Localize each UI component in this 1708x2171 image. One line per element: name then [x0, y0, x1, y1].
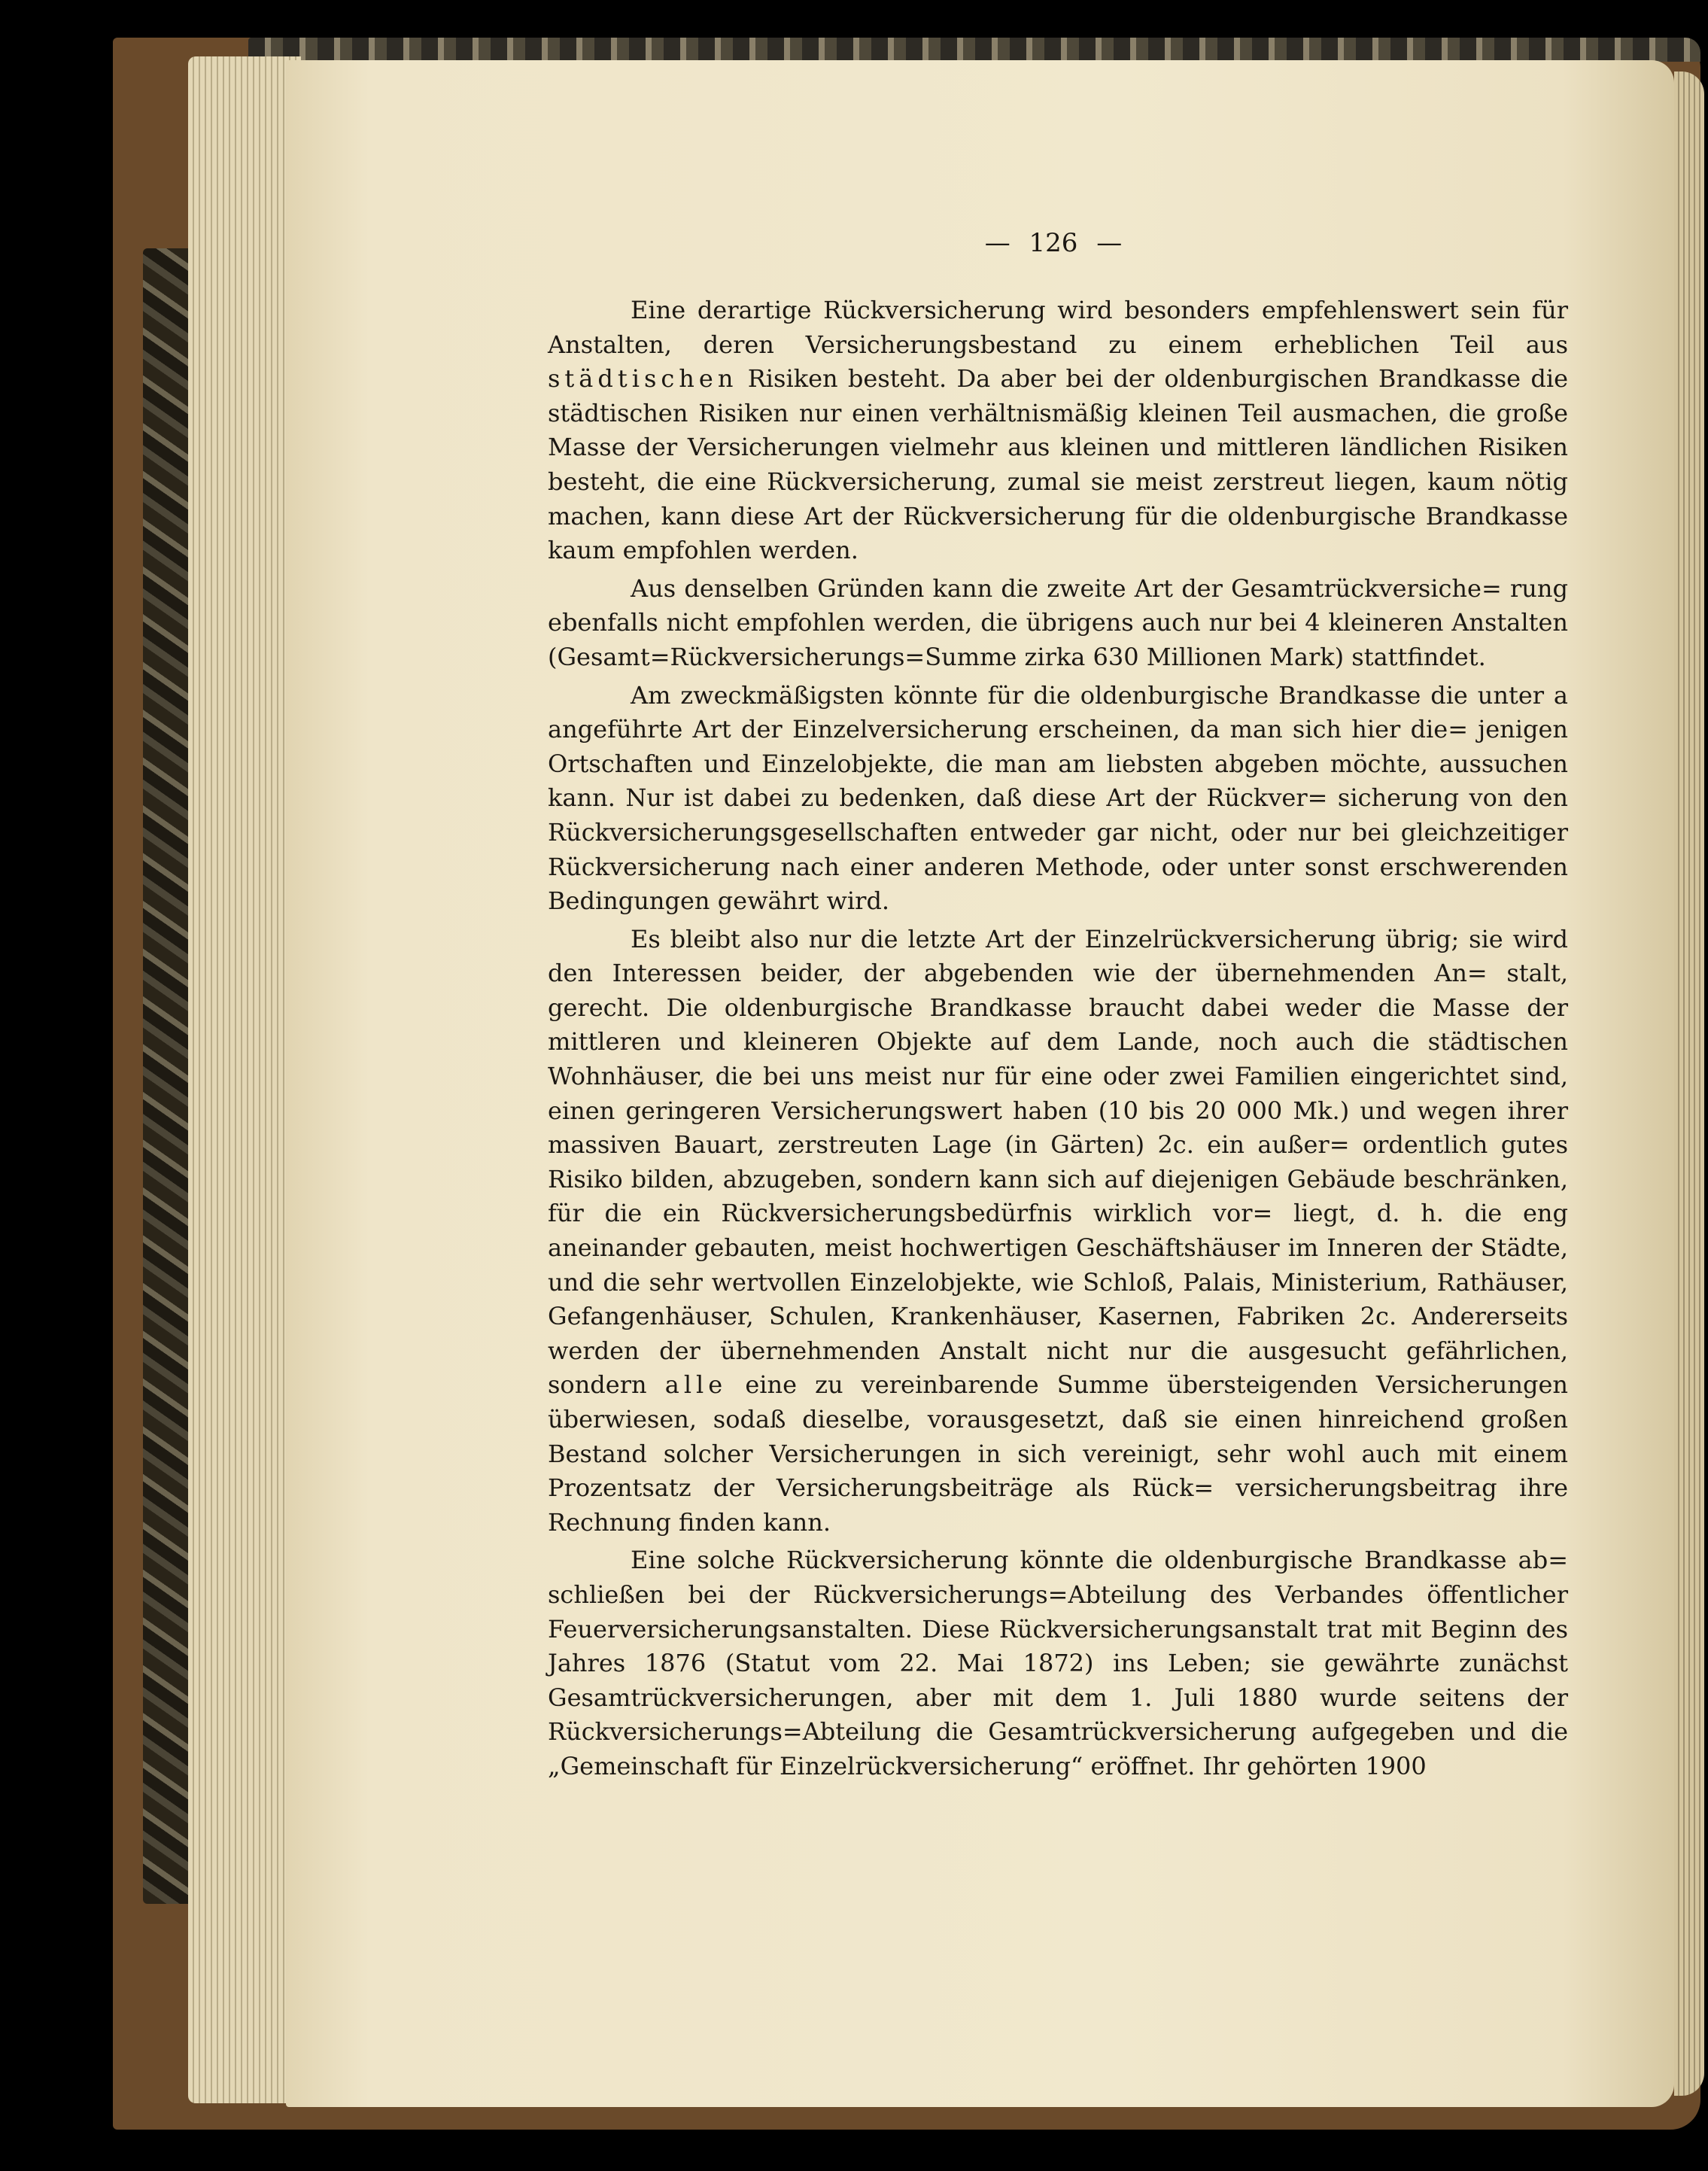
- paragraph-1-part-1: Eine derartige Rückversicherung wird besonders empfehlenswert sein für Anstalten, deren Versicherungsbestand zu einem erheblichen Teil aus: [548, 296, 1568, 359]
- paragraph-1-part-2: Risiken besteht. Da aber bei der oldenburgischen Brandkasse die städtischen Risiken nur einen verhältnismäßig kleinen Teil ausmachen, die große Masse der Versicherungen vielmehr aus kleinen und mittleren ländlichen Risiken besteht, die eine Rückversicherung, zumal sie meist zerstreut liegen, kaum nötig machen, kann diese Art der Rückversicherung für die oldenburgische Brandkasse kaum empfohlen werden.: [548, 364, 1568, 565]
- page-number: — 126 —: [984, 228, 1123, 258]
- paragraph-1-spaced-word: städtischen: [548, 364, 738, 394]
- paragraph-4-part-2: eine zu vereinbarende Summe übersteigenden Versicherungen überwiesen, sodaß dieselbe, vorausgesetzt, daß sie einen hinreichend großen Bestand solcher Versicherungen in sich vereinigt, sehr wohl auch mit einem Prozentsatz der Versicherungsbeiträge als Rück= versicherungsbeitrag ihre Rechnung finden kann.: [548, 1370, 1569, 1537]
- left-page-edges: [188, 56, 301, 2103]
- page-text-block: [548, 226, 1568, 1784]
- paragraph-5: Eine solche Rückversicherung könnte die oldenburgische Brandkasse ab= schließen bei der Rückversicherungs=Abteilung des Verbandes öffentlicher Feuerversicherungsanstalten. Diese Rückversicherungsanstalt trat mit Beginn des Jahres 1876 (Statut vom 22. Mai 1872) ins Leben; sie gewährte zunächst Gesamtrückversicherungen, aber mit dem 1. Juli 1880 wurde seitens der Rückversicherungs=Abteilung die Gesamtrückversicherung aufgegeben und die „Gemeinschaft für Einzelrückversicherung“ eröffnet. Ihr gehörten 1900: [548, 1546, 1568, 1780]
- paragraph-4-part-1: Es bleibt also nur die letzte Art der Einzelrückversicherung übrig; sie wird den Interessen beider, der abgebenden wie der übernehmenden An= stalt, gerecht. Die oldenburgische Brandkasse braucht dabei weder die Masse der mittleren und kleineren Objekte auf dem Lande, noch auch die städtischen Wohnhäuser, die bei uns meist nur für eine oder zwei Familien eingerichtet sind, einen geringeren Versicherungswert haben (10 bis 20 000 Mk.) und wegen ihrer massiven Bauart, zerstreuten Lage (in Gärten) 2c. ein außer= ordentlich gutes Risiko bilden, abzugeben, sondern kann sich auf diejenigen Gebäude beschränken, für die ein Rückversicherungsbedürfnis wirklich vor= liegt, d. h. die eng aneinander gebauten, meist hochwertigen Geschäftshäuser im Inneren der Städte, und die sehr wertvollen Einzelobjekte, wie Schloß, Palais, Ministerium, Rathäuser, Gefangenhäuser, Schulen, Krankenhäuser, Kasernen, Fabriken 2c. Andererseits werden der übernehmenden Anstalt nicht nur die ausgesucht gefährlichen, sondern: [548, 924, 1568, 1400]
- paragraph-1: [548, 293, 1568, 568]
- book-headband: [248, 38, 1700, 62]
- paragraph-3: Am zweckmäßigsten könnte für die oldenburgische Brandkasse die unter a angeführte Art der Einzelversicherung erscheinen, da man sich hier die= jenigen Ortschaften und Einzelobjekte, die man am liebsten abgeben möchte, aussuchen kann. Nur ist dabei zu bedenken, daß diese Art der Rückver= sicherung von den Rückversicherungsgesellschaften entweder gar nicht, oder nur bei gleichzeitiger Rückversicherung nach einer anderen Methode, oder unter sonst erschwerenden Bedingungen gewährt wird.: [548, 680, 1568, 916]
- right-page-edges: [1674, 71, 1704, 2096]
- paragraph-4-spaced-word: alle: [664, 1370, 728, 1400]
- paragraph-4: [548, 923, 1568, 1540]
- paragraph-2: Aus denselben Gründen kann die zweite Art der Gesamtrückversiche= rung ebenfalls nicht empfohlen werden, die übrigens auch nur bei 4 kleineren Anstalten (Gesamt=Rückversicherungs=Summe zirka 630 Millionen Mark) stattfindet.: [548, 573, 1568, 671]
